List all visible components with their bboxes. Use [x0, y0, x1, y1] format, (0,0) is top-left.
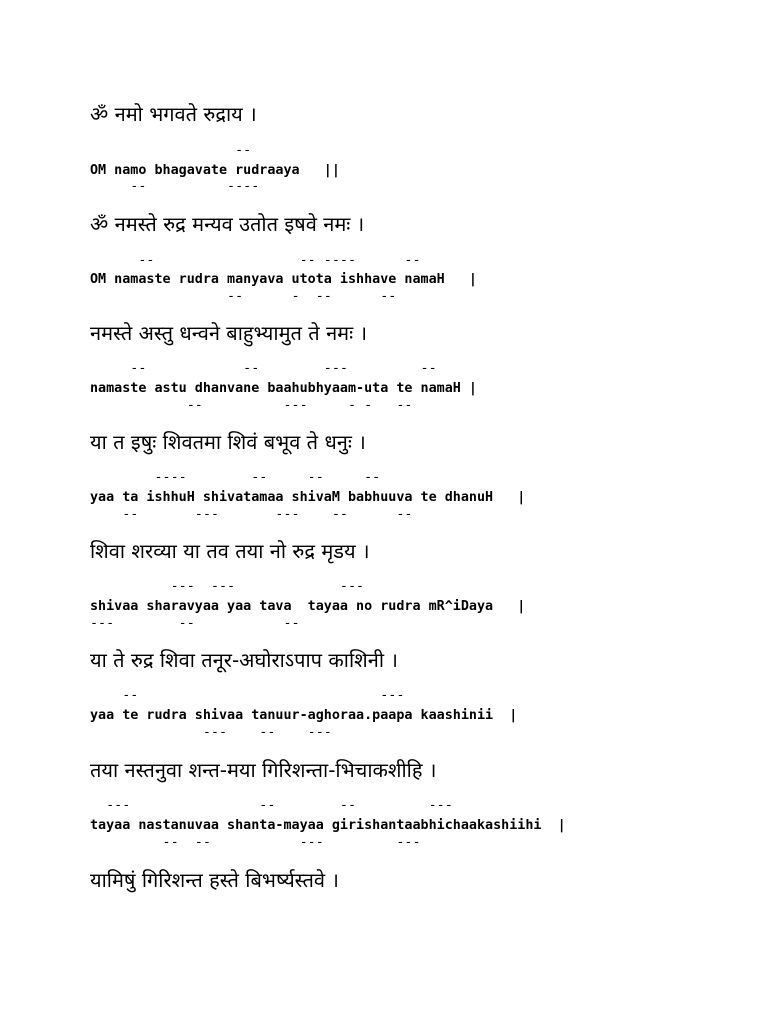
- devanagari-line-2: ॐ नमस्ते रुद्र मन्यव उतोत इषवे नमः ।: [90, 212, 365, 236]
- accent-marks-2b: -- - -- --: [90, 289, 397, 304]
- transliteration-line-1: OM namo bhagavate rudraaya ||: [90, 163, 340, 178]
- devanagari-line-7: तया नस्तनुवा शन्त-मया गिरिशन्ता-भिचाकशीहि ।: [90, 758, 437, 782]
- transliteration-line-4: yaa ta ishhuH shivatamaa shivaM babhuuva te dhanuH |: [90, 490, 526, 505]
- transliteration-line-2: OM namaste rudra manyava utota ishhave namaH |: [90, 272, 477, 287]
- accent-marks-2a: -- -- ---- --: [90, 253, 421, 268]
- transliteration-line-5: shivaa sharavyaa yaa tava tayaa no rudra mR^iDaya |: [90, 599, 526, 614]
- devanagari-line-5: शिवा शरव्या या तव तया नो रुद्र मृडय ।: [90, 539, 370, 563]
- devanagari-line-6: या ते रुद्र शिवा तनूर-अघोराऽपाप काशिनी ।: [90, 648, 398, 672]
- accent-marks-3b: -- --- - - --: [90, 398, 413, 413]
- accent-marks-4b: -- --- --- -- --: [90, 507, 413, 522]
- devanagari-line-1: ॐ नमो भगवते रुद्राय ।: [90, 102, 257, 126]
- accent-marks-5a: --- --- ---: [90, 579, 365, 594]
- accent-marks-1b: -- ----: [90, 179, 260, 194]
- devanagari-line-3: नमस्ते अस्तु धन्वने बाहुभ्यामुत ते नमः ।: [90, 321, 368, 345]
- accent-marks-7b: -- -- --- ---: [90, 835, 421, 850]
- accent-marks-5b: --- -- --: [90, 616, 300, 631]
- accent-marks-6a: -- ---: [90, 688, 405, 703]
- accent-marks-7a: --- -- -- ---: [90, 798, 453, 813]
- transliteration-line-6: yaa te rudra shivaa tanuur-aghoraa.paapa kaashinii |: [90, 708, 518, 723]
- accent-marks-4a: ---- -- -- --: [90, 470, 381, 485]
- devanagari-line-8: यामिषुं गिरिशन्त हस्ते बिभर्ष्यस्तवे ।: [90, 868, 339, 892]
- accent-marks-3a: -- -- --- --: [90, 361, 437, 376]
- devanagari-line-4: या त इषुः शिवतमा शिवं बभूव ते धनुः ।: [90, 430, 366, 454]
- accent-marks-1a: --: [90, 143, 252, 158]
- transliteration-line-7: tayaa nastanuvaa shanta-mayaa girishantaabhichaakashiihi |: [90, 818, 566, 833]
- accent-marks-6b: --- -- ---: [90, 725, 332, 740]
- transliteration-line-3: namaste astu dhanvane baahubhyaam-uta te namaH |: [90, 381, 477, 396]
